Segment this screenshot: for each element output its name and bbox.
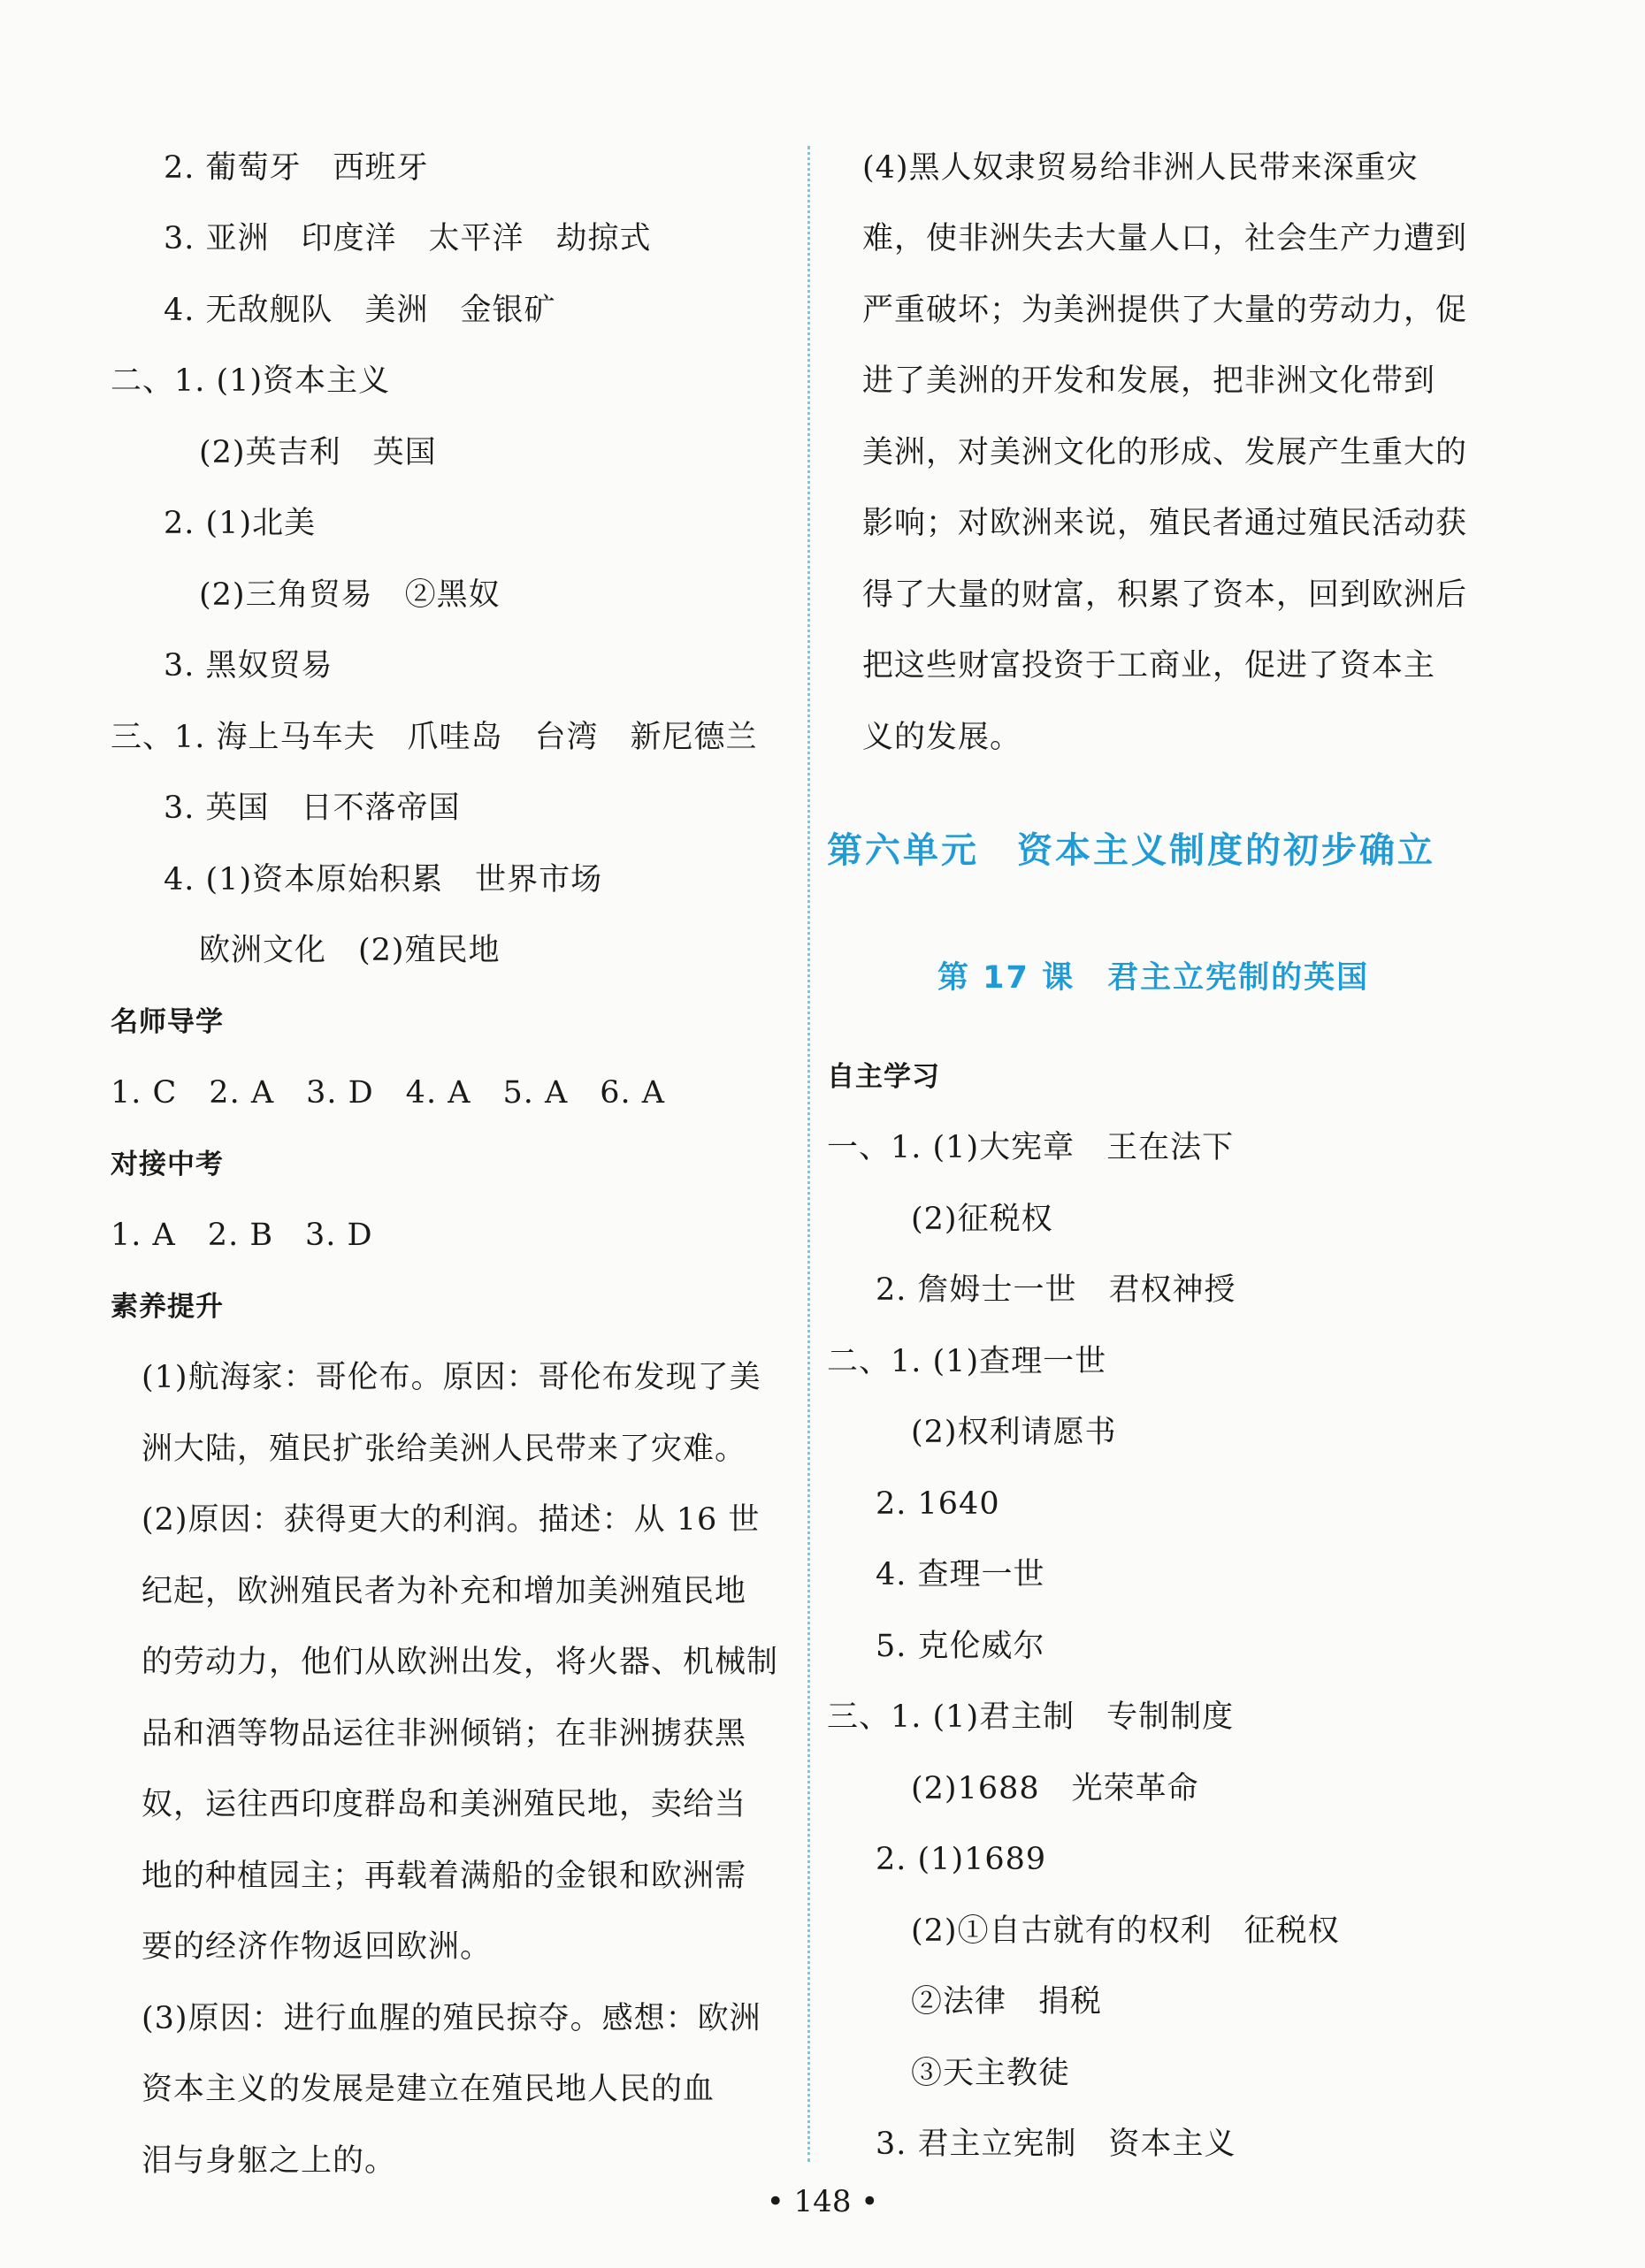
- paragraph-line: 洲大陆，殖民扩张给美洲人民带来了灾难。: [142, 1432, 747, 1467]
- answer-line: (2)英吉利 英国: [199, 435, 437, 470]
- paragraph-line: 的劳动力，他们从欧洲出发，将火器、机械制: [142, 1645, 779, 1680]
- paragraph-line: (4)黑人奴隶贸易给非洲人民带来深重灾: [862, 150, 1419, 186]
- answer-line: (2)征税权: [911, 1202, 1053, 1237]
- unit-title: 第六单元 资本主义制度的初步确立: [827, 830, 1435, 871]
- answer-line: (2)权利请愿书: [911, 1415, 1117, 1450]
- paragraph-line: 纪起，欧洲殖民者为补充和增加美洲殖民地: [142, 1574, 747, 1609]
- answer-line: 2. 葡萄牙 西班牙: [164, 150, 429, 186]
- answer-line: 3. 君主立宪制 资本主义: [876, 2127, 1236, 2162]
- answer-line: 4. 查理一世: [876, 1557, 1045, 1592]
- section-heading: 素养提升: [111, 1291, 224, 1323]
- answer-line: 1. A 2. B 3. D: [111, 1218, 373, 1253]
- paragraph-line: 义的发展。: [862, 720, 1022, 755]
- paragraph-line: 把这些财富投资于工商业，促进了资本主: [862, 648, 1436, 683]
- answer-line: 3. 黑奴贸易: [164, 648, 333, 683]
- answer-line: 三、1. 海上马车夫 爪哇岛 台湾 新尼德兰: [111, 720, 758, 755]
- paragraph-line: 美洲，对美洲文化的形成、发展产生重大的: [862, 435, 1468, 470]
- answer-line: 一、1. (1)大宪章 王在法下: [827, 1130, 1235, 1165]
- paragraph-line: 影响；对欧洲来说，殖民者通过殖民活动获: [862, 506, 1468, 541]
- answer-line: 欧洲文化 (2)殖民地: [199, 933, 501, 968]
- section-heading: 名师导学: [111, 1006, 224, 1038]
- answer-line: 二、1. (1)资本主义: [111, 363, 391, 399]
- paragraph-line: 泪与身躯之上的。: [142, 2143, 397, 2179]
- answer-line: ③天主教徒: [911, 2056, 1071, 2091]
- answer-line: 二、1. (1)查理一世: [827, 1344, 1107, 1379]
- answer-line: 2. (1)北美: [164, 506, 317, 541]
- paragraph-line: 奴，运往西印度群岛和美洲殖民地，卖给当: [142, 1787, 747, 1822]
- answer-line: 5. 克伦威尔: [876, 1629, 1045, 1664]
- paragraph-line: 得了大量的财富，积累了资本，回到欧洲后: [862, 577, 1468, 613]
- paragraph-line: 品和酒等物品运往非洲倾销；在非洲掳获黑: [142, 1716, 747, 1752]
- paragraph-line: (3)原因：进行血腥的殖民掠夺。感想：欧洲: [142, 2001, 761, 2036]
- answer-line: 1. C 2. A 3. D 4. A 5. A 6. A: [111, 1075, 666, 1111]
- column-divider: [807, 146, 810, 2162]
- section-heading: 自主学习: [827, 1061, 940, 1093]
- paragraph-line: (1)航海家：哥伦布。原因：哥伦布发现了美: [142, 1360, 761, 1395]
- paragraph-line: 严重破坏；为美洲提供了大量的劳动力，促: [862, 293, 1468, 328]
- paragraph-line: 地的种植园主；再载着满船的金银和欧洲需: [142, 1859, 747, 1894]
- answer-line: (2)三角贸易 ②黑奴: [199, 577, 501, 613]
- paragraph-line: 要的经济作物返回欧洲。: [142, 1929, 493, 1965]
- answer-line: 4. (1)资本原始积累 世界市场: [164, 862, 603, 897]
- answer-line: (2)1688 光荣革命: [911, 1771, 1199, 1806]
- lesson-title: 第 17 课 君主立宪制的英国: [937, 960, 1370, 996]
- paragraph-line: (2)原因：获得更大的利润。描述：从 16 世: [142, 1502, 761, 1538]
- answer-line: 2. 1640: [876, 1486, 1000, 1522]
- answer-line: 3. 亚洲 印度洋 太平洋 劫掠式: [164, 221, 652, 256]
- answer-line: ②法律 捐税: [911, 1984, 1103, 2020]
- paragraph-line: 资本主义的发展是建立在殖民地人民的血: [142, 2072, 715, 2107]
- answer-line: 三、1. (1)君主制 专制制度: [827, 1699, 1235, 1735]
- answer-line: 3. 英国 日不落帝国: [164, 790, 461, 826]
- page-number: • 148 •: [766, 2184, 879, 2219]
- answer-line: (2)①自古就有的权利 征税权: [911, 1913, 1340, 1949]
- answer-line: 4. 无敌舰队 美洲 金银矿: [164, 293, 556, 328]
- answer-line: 2. 詹姆士一世 君权神授: [876, 1272, 1236, 1308]
- answer-line: 2. (1)1689: [876, 1842, 1047, 1877]
- section-heading: 对接中考: [111, 1149, 224, 1180]
- paragraph-line: 难，使非洲失去大量人口，社会生产力遭到: [862, 221, 1468, 256]
- paragraph-line: 进了美洲的开发和发展，把非洲文化带到: [862, 363, 1436, 399]
